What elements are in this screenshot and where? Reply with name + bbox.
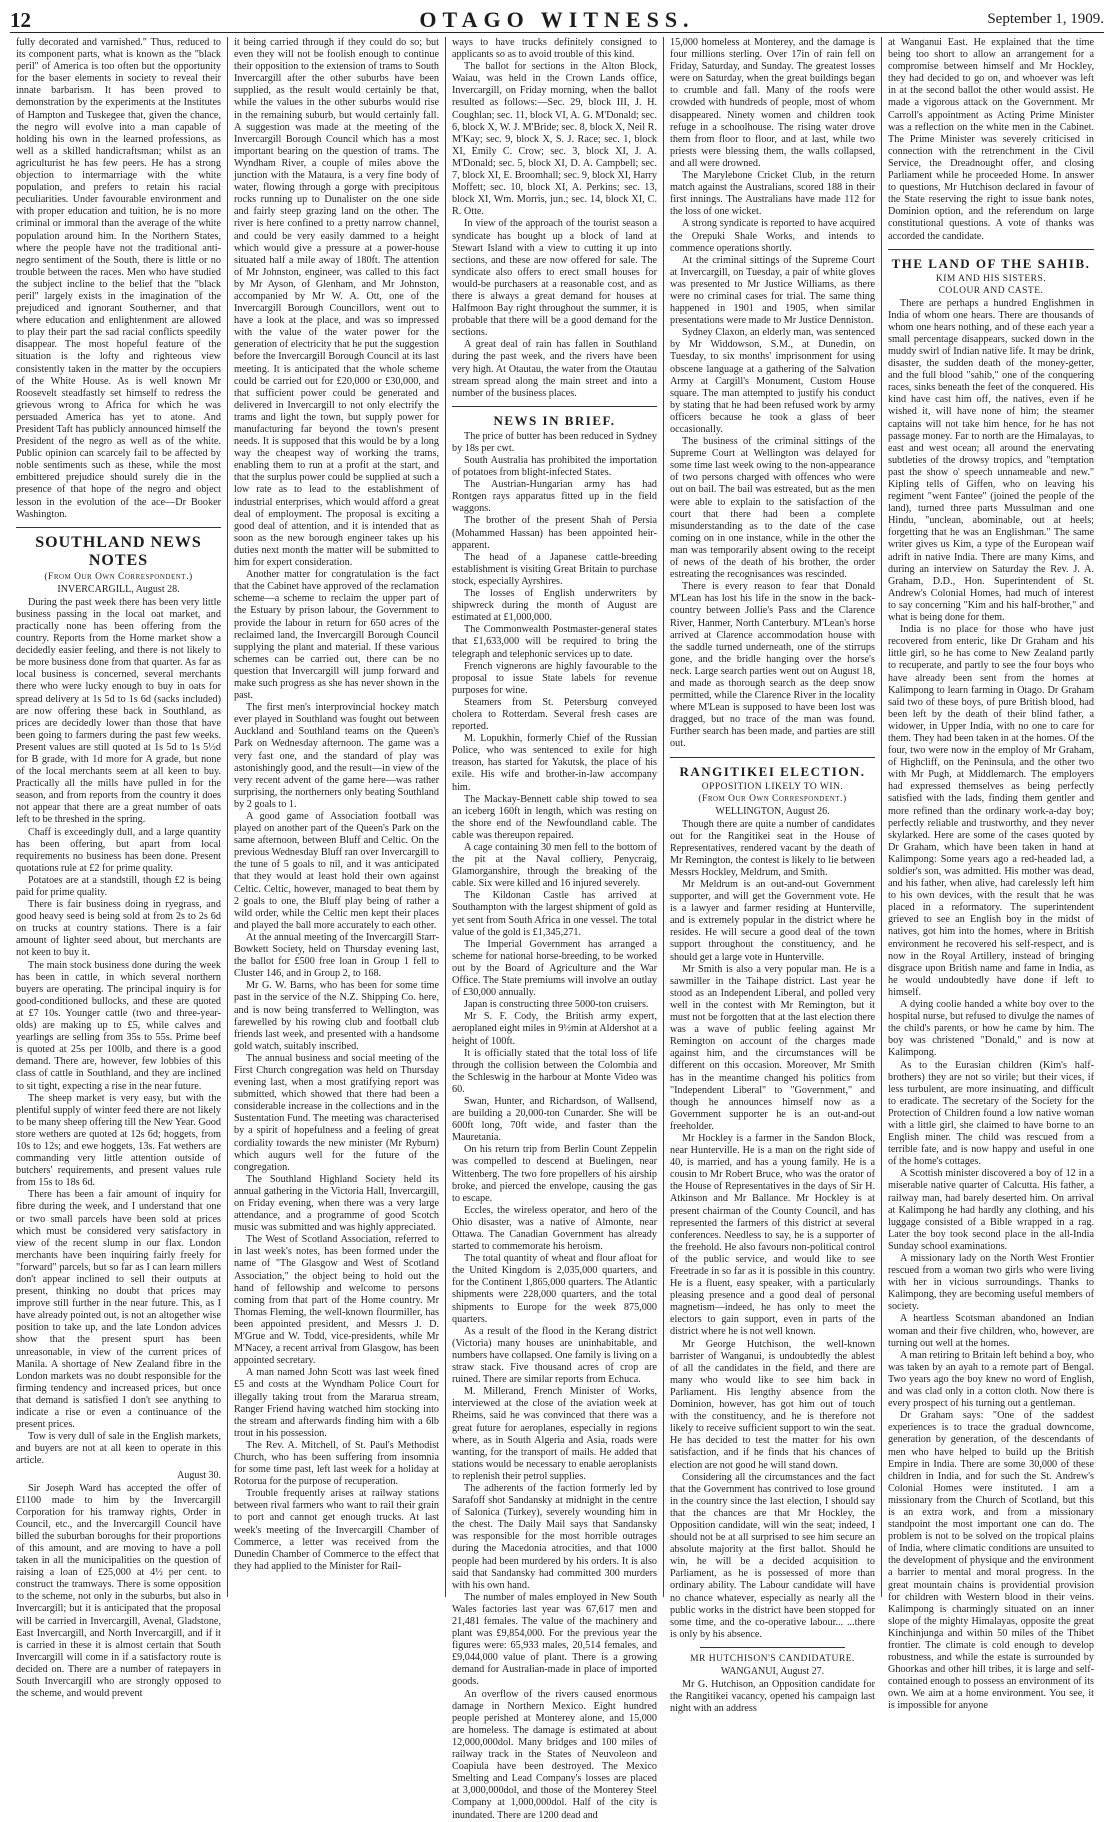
article-paragraph: Mr G. W. Barns, who has been for some time past in the service of the N.Z. Shipping Co. here, and is now being transferred to Wellington, was farewelled by his rowing club and football club friends last week, and presented with a handsome gold watch, suitably inscribed. — [234, 980, 439, 1052]
news-item: Steamers from St. Petersburg conveyed cholera to Rotterdam. Several fresh cases are reported. — [452, 696, 657, 733]
article-paragraph: Though there are quite a number of candidates out for the Rangitikei seat in the House of Representatives, rendered vacant by the death of Mr Remington, the contest is likely to lie between Messrs Hockley, Meldrum, and Smith. — [670, 818, 875, 878]
article-paragraph: During the past week there has been very little business passing in the local oat market, and practically none has been offering from the country. Reports from the Home market show a decidedly easier feeling, and there is not likely to be more business done from that quarter. As far as local business is concerned, several merchants there who were lucky enough to buy in oats for spread delivery at 1s 5d to 1s 6d (sacks included) are now offering these back in Southland, as prices are decidedly lower than those that have been going to farmers during the past few weeks. Present values are still quoted at 1s 5d to 1s 5½d for B grade, with 1d more for A grade, but none of the local merchants seem at all keen to buy. Practically all the mills have pulled in for the season, and from reports from the country it does not appear that there are a great number of oats left to be threshed in the spring. — [16, 596, 221, 826]
article-paragraph: At the annual meeting of the Invercargill Starr-Bowkett Society, held on Thursday evening last, the ballot for £500 free loan in Group 1 fell to Cluster 146, and in Group 2, to 168. — [234, 931, 439, 980]
newspaper-title: OTAGO WITNESS. — [419, 7, 695, 32]
dateline: INVERCARGILL, August 28. — [57, 583, 180, 595]
article-paragraph: Considering all the circumstances and the fact that the Government has contrived to lose ground in the country since the last election, I should say that the chances are that Mr Hockley, the Opposition candidate, will win the seat; indeed, I should not be at all surprised to see him secure an absolute majority at the first ballot. Should he win, he will be a decided acquisition to Parliament, as he is possessed of more than ordinary ability. The Labour candidate will have no chance whatever, especially as nearly all the public works in the district have been stopped for some time, and the co-operative labour... ...there is only by his absence. — [670, 1471, 875, 1640]
article-paragraph: Potatoes are at a standstill, though £2 is being paid for prime quality. — [16, 874, 221, 898]
article-paragraph: Trouble frequently arises at railway stations between rival farmers who want to rail their grain to port and cannot get enough trucks. At last week's meeting of the Invercargill Chamber of Commerce, a letter was received from the Dunedin Chamber of Commerce to the effect that they had applied to the Minister for Rail- — [234, 1488, 439, 1572]
news-item: On his return trip from Berlin Count Zeppelin was compelled to descend at Buelingen, near Wittenberg. The two fore propellers of his airship broke, and pierced the envelope, causing the gas to escape. — [452, 1144, 657, 1204]
article-paragraph: The first men's interprovincial hockey match ever played in Southland was fought out between Auckland and Southland teams on the Queen's Park on Wednesday afternoon. The game was a very fast one, and the standard of play was astonishingly good, and the result—in view of the very recent advent of the game here—was rather surprising, the northerners only beating Southland by 2 goals to 1. — [234, 702, 439, 810]
news-item: The number of males employed in New South Wales factories last year was 67,617 men and 21,481 females. The value of the machinery and plant was £9,854,000. For the previous year the figures were: 65,933 males, 20,514 females, and £9,044,000 value of plant. There is a growing demand for Australian-made in place of imported goods. — [452, 1591, 657, 1688]
article-paragraph: A dying coolie handed a white boy over to the hospital nurse, but refused to divulge the names of the child's parents, or how he came by him. The boy was christened "Donald," and is now at Kalimpong. — [888, 999, 1094, 1059]
article-paragraph: at Wanganui East. He explained that the time being too short to allow an arrangement for a compromise between himself and Mr Hockley, they had decided to go on, and whoever was left in at the second ballot the other would assist. He made a vigorous attack on the Government. Mr Carroll's appointment as Acting Prime Minister was a reflection on the white men in the Cabinet. The Prime Minister was severely criticised in connection with the retrenchment in the Civil Service, the Dreadnought offer, and closing Parliament while he proceeded Home. In answer to questions, Mr Hutchison declared in favour of the State reserving the right to issue bank notes, Dominion option, and the referendum on large constitutional questions. A vote of thanks was accorded the candidate. — [888, 37, 1094, 242]
article-paragraph: The business of the criminal sittings of the Supreme Court at Wellington was delayed for some time last week owing to the non-appearance of two persons charged with offences who were out on bail. The bail was estreated, but as the men were able to explain to the satisfaction of the court that there had been a complete misunderstanding as to the date of the case coming on in one instance, while in the other the man was temporarily absent owing to the receipt of news of the death of his brother, the order estreating the recognisances was rescinded. — [670, 436, 875, 581]
article-paragraph: As to the Eurasian children (Kim's half-brothers) they are not so virile; but their vices, if less turbulent, are more insinuating, and difficult to eradicate. The secretary of the Society for the Protection of Children found a low native woman with a little girl, she claimed to have borne to an English miner. The child was rescued from a terrible fate, and is now happy and useful in one of the home's cottages. — [888, 1059, 1094, 1168]
news-item: M. Lopukhin, formerly Chief of the Russian Police, who was sentenced to exile for high treason, has started for Yakutsk, the place of his exile. His wife and brother-in-law accompany him. — [452, 733, 657, 793]
news-item: As a result of the flood in the Kerang district (Victoria) many houses are uninhabitable, and numbers have collapsed. One family is living on a straw stack. Five thousand acres of crop are ruined. There are similar reports from Echuca. — [452, 1325, 657, 1386]
article-paragraph: There is every reason to fear that Donald M'Lean has lost his life in the snow in the back-country between Jollie's Pass and the Clarence River, Hanmer, North Canterbury. M'Lean's horse arrived at Clarence accommodation house with the saddle turned underneath, one of the stirrups gone, and the bridle hanging over the horse's neck. Large search parties went out on August 18, and made as thorough search as the deep snow permitted, while the Clarence River in the locality where M'Lean is supposed to have been lost was dragged, but no trace of the man was found. Further search has been made, and parties are still out. — [670, 581, 875, 750]
divider — [700, 1647, 845, 1648]
column-2 — [228, 37, 446, 1597]
article-paragraph: Mr Hockley is a farmer in the Sandon Block, near Hunterville. He is a man on the right side of 40, is married, and has a young family. He is a cousin to Mr Robert Bruce, who was the orator of the House of Representatives in the days of Sir H. Atkinson and Mr Ballance. Mr Hockley is at present chairman of the County Council, and has represented the farmers of this district at several conferences. Needless to say, he is a supporter of the freehold. He also favours non-political control of the public service, and would like to see Freetrade in so far as it is possible in this country. He is a fluent, easy speaker, with a particularly pleasing presence and a good deal of personal magnetism—indeed, he has only to meet the electors to gain support, even in parts of the district where he is not well known. — [670, 1132, 875, 1338]
article-paragraph: Another matter for congratulation is the fact that the Cabinet have approved of the reclamation scheme—a scheme to reclaim the upper part of the Estuary by prison labour, the Government to provide the labour in return for 650 acres of the reclaimed land, the Invercargill Borough Council supplying the plant and material. If these various schemes can be carried out, there can be no question that Invercargill will jump forward and make such progress as she has never shown in the past. — [234, 569, 439, 702]
article-subheading: OPPOSITION LIKELY TO WIN. — [701, 781, 844, 792]
article-paragraph: The West of Scotland Association, referred to in last week's notes, has been formed under the name of "The Glasgow and West of Scotland Association," the object being to hold out the hand of fellowship and welcome to persons coming from that part of the Home country. Mr Thomas Fleming, the well-known flourmiller, has been appointed president, and Messrs J. D. M'Grue and W. Todd, vice-presidents, while Mr M'Nacey, a recent arrival from Glasgow, has been appointed secretary. — [234, 1234, 439, 1367]
news-item: Eccles, the wireless operator, and hero of the Ohio disaster, was a native of Almonte, near Ottawa. The Canadian Government has already started to commemorate his heroism. — [452, 1204, 657, 1253]
article-paragraph: Mr G. Hutchison, an Opposition candidate for the Rangitikei vacancy, opened his campaign last night with an address — [670, 1678, 875, 1715]
news-item: The adherents of the faction formerly led by Sarafoff shot Sandansky at midnight in the centre of Salonica (Turkey), severely wounding him in the chest. The Daily Mail says that Sandansky was responsible for the most horrible outrages during the Macedonia atrocities, and that 1000 people had been murdered by his orders. It is also said that Sandansky had committed 300 murders with his own hand. — [452, 1482, 657, 1591]
article-paragraph: ways to have trucks definitely consigned to applicants so as to avoid trouble of this kind. — [452, 37, 657, 61]
article-paragraph: The ballot for sections in the Alton Block, Waiau, was held in the Crown Lands office, Invercargill, on Friday morning, when the ballot resulted as follows:—Sec. 29, block III, J. H. Coughlan; sec. 11, block VI, A. G. M'Donald; sec. 6, block X, W. J. M'Bride; sec. 8, block X, Neil R. M'Kay; sec. 9, block X, S. J. Race; sec. 1, block XI, Emily C. Crow; sec. 3, block XI, J. A. M'Donald; sec. 5, block XI, D. A. Campbell; sec. 7, block XI, E. Broomhall; sec. 9, block XI, Harry Moffett; sec. 10, block XI, A. Perkins; sec. 13, block XI, Wm. Morris, jun.; sec. 14, block XI, C. R. Otte. — [452, 61, 657, 218]
article-subheading: COLOUR AND CASTE. — [938, 285, 1044, 296]
article-heading: NEWS IN BRIEF. — [452, 406, 657, 429]
article-paragraph: There has been a fair amount of inquiry for fibre during the week, and I understand that one or two small parcels have been sold at prices which must be considered very satisfactory in view of the recent slump in our flax. London merchants have been inquiring fairly freely for "forward" parcels, but so far as I can learn millers don't appear inclined to sell their outputs at present, thinking no doubt that prices may improve still further in the near future. This, as I have already pointed out, is not an altogether wise position to take up, and the late London advices show that the present spurt has been unreasonable, in view of the current prices of Manila. A shortage of New Zealand fibre in the London markets was no doubt responsible for the firming tendency and increased prices, but once that demand is satisfied I don't see anything to indicate a rise or even a continuance of the present prices. — [16, 1189, 221, 1431]
news-item: An overflow of the rivers caused enormous damage in Northern Mexico. Eight hundred people perished at Monterey alone, and 15,000 are homeless. The damage is estimated at about 12,000,000dol. Many bridges and 100 miles of railway track in the States of Neuvoleon and Coapiula have been destroyed. The Mexico Smelting and Lead Company's losses are placed at 3,000,000dol, and those of the Monterey Steel Company at 1,000,000dol. Half of the city is inundated. There are 1200 dead and — [452, 1688, 657, 1821]
article-paragraph: Mr George Hutchison, the well-known barrister of Wanganui, is undoubtedly the ablest of all the candidates in the field, and there are many who would like to see him back in Parliament. His lengthy absence from the Dominion, however, has got him out of touch with the constituency, and he is therefore not likely to receive sufficient support to win the seat. He has decided to test the matter for his own satisfaction, and if he finds that his chances of election are not good he will stand down. — [670, 1338, 875, 1471]
article-paragraph: 15,000 homeless at Monterey, and the damage is four millions sterling. Over 17in of rain fell on Friday, Saturday, and Sunday. The greatest losses were on Saturday, when the great buildings began to crumble and fall. Many of the roofs were crowded with hundreds of people, most of whom disappeared. Ninety women and children took refuge in a schoolhouse. The rising water drove them from floor to floor, and at last, while two priests were blessing them, the walls collapsed, and all were drowned. — [670, 37, 875, 169]
news-item: The losses of English underwriters by shipwreck during the month of August are estimated at £1,000,000. — [452, 588, 657, 624]
article-paragraph: Mr Meldrum is an out-and-out Government supporter, and will get the Government vote. He is a lawyer and farmer residing at Hunterville, and is extremely popular in the district where he resides. He will secure a good deal of the town support throughout the constituency, and he should get a large vote in Hunterville. — [670, 879, 875, 963]
news-item: A cage containing 30 men fell to the bottom of the pit at the Naval colliery, Penycraig, Glamorganshire, through the breaking of the cable. Six were killed and 16 injured severely. — [452, 842, 657, 890]
article-paragraph: A good game of Association football was played on another part of the Queen's Park on the same afternoon, between Bluff and Celtic. On the previous Wednesday Bluff ran over Invercargill to the tune of 5 goals to nil, and it was anticipated that they would at least hold their own against Celtic. Celtic, however, managed to beat them by 2 goals to one, the Bluff play being of rather a wild order, while the Celtic men kept their places and played the ball more accurately to each other. — [234, 811, 439, 931]
issue-date: September 1, 1909. — [987, 11, 1104, 27]
column-5 — [882, 37, 1100, 1712]
page-number: 12 — [10, 8, 31, 32]
correspondent-line: (From Our Own Correspondent.) — [698, 793, 847, 804]
article-paragraph: Sydney Claxon, an elderly man, was sentenced by Mr Widdowson, S.M., at Dunedin, on Tuesday, to six months' imprisonment for using obscene language at a gathering of the Salvation Army at Cargill's Monument, Custom House square. The man attempted to justify his conduct by stating that he had been refused work by army officers because he took a glass of beer occasionally. — [670, 327, 875, 435]
article-paragraph: A great deal of rain has fallen in Southland during the past week, and the rivers have been very high. At Otautau, the water from the Otautau stream spread along the main street and into a number of the business places. — [452, 339, 657, 399]
column-4 — [664, 37, 882, 1715]
news-item: The Austrian-Hungarian army has had Rontgen rays apparatus fitted up in the field waggons. — [452, 479, 657, 515]
article-heading: RANGITIKEI ELECTION. — [670, 757, 875, 780]
article-paragraph: At the criminal sittings of the Supreme Court at Invercargill, on Tuesday, a pair of white gloves was presented to Mr Justice Williams, as there were no criminal cases for trial. The same thing happened in 1901 and 1905, when similar presentations were made to Mr Justice Denniston. — [670, 254, 875, 327]
article-paragraph: Chaff is exceedingly dull, and a large quantity has been offering, but apart from local requirements no business has been done. Present quotations rule at £2 for prime quality. — [16, 826, 221, 874]
news-item: Mr S. F. Cody, the British army expert, aeroplaned eight miles in 9½min at Aldershot at a height of 100ft. — [452, 1011, 657, 1047]
news-item: Swan, Hunter, and Richardson, of Wallsend, are building a 20,000-ton Cunarder. She will be 600ft long, 70ft wide, and faster than the Mauretania. — [452, 1095, 657, 1144]
article-paragraph: The Marylebone Cricket Club, in the return match against the Australians, scored 188 in their first innings. The Australians have made 112 for the loss of one wicket. — [670, 170, 875, 218]
article-paragraph: A heartless Scotsman abandoned an Indian woman and their five children, who, however, are turning out well at the homes. — [888, 1313, 1094, 1349]
news-item: The total quantity of wheat and flour afloat for the United Kingdom is 2,035,000 quarters, and for the Continent 1,865,000 quarters. The Atlantic shipments were 228,000 quarters, and the total shipments to Europe for the week 875,000 quarters. — [452, 1253, 657, 1325]
article-paragraph: The Rev. A. Mitchell, of St. Paul's Methodist Church, who has been suffering from insomnia for some time past, left last week for a holiday at Rotorua for the purpose of recuperation. — [234, 1439, 439, 1488]
dateline: August 30. — [177, 1469, 221, 1481]
article-paragraph: India is no place for those who have just recovered from enteric, like Dr Graham and his little girl, so he has come to New Zealand partly to recuperate, and partly to see the four boys who have already been sent from the homes at Kalimpong to learn farming in Otago. Dr Graham said two of these boys, of pure British blood, had been left by the death of their blind father, a widower, in Upper India, with no one to care for them. They had been taken in at the homes. Of the four, two were now in the employ of Mr Graham, of Highcliff, on the Peninsula, and the other two with Mr Pugh, at Middlemarch. The employers had expressed themselves as being perfectly satisfied with the lads, finding them gentler and more refined than the ordinary work-a-day boy; perfectly reliable and trustworthy, and they never skylarked. Here are some of the cases quoted by Dr Graham, which have been taken in hand at Kalimpong: Some years ago a red-headed lad, a soldier's son, was admitted. His mother was dead, and his father, when alive, had carelessly left him to his own devices, with the result that he was placed in a reformatory. The superintendent grieved to see an English boy in the midst of natives, got him into the homes, where in British environment he recovered his self-respect, and is now in the Royal Artillery, instead of bringing disgrace upon British name and fame in India, as he would undoubtedly have done if left to himself. — [888, 624, 1094, 998]
news-item: Japan is constructing three 5000-ton cruisers. — [464, 999, 649, 1011]
article-paragraph: A man retiring to Britain left behind a boy, who was taken by an ayah to a remote part of Bengal. Two years ago the boy knew no word of English, and was clad only in a cotton cloth. Now there is every prospect of his turning out a gentleman. — [888, 1349, 1094, 1410]
article-paragraph: Sir Joseph Ward has accepted the offer of £1100 made to him by the Invercargill Corporation for his tramway rights, Order in Council, etc., and the Invercargill Council have billed the suburban boroughs for their proportions of this amount, and are moving to have a poll taken in all the municipalities on the question of raising a loan of £25,000 at 4½ per cent. to construct the tramways. There is some opposition to the scheme, not only in the suburbs, but also in Invercargill; but it is anticipated that the proposal will be carried in Invercargill, Avenal, Gladstone, East Invercargill, and North Invercargill, and if it is carried in these it is almost certain that South Invercargill will come in if a satisfactory route is decided on. There are a number of ratepayers in South Invercargill who are strongly opposed to the scheme, and would prevent — [16, 1482, 221, 1700]
article-subheading: MR HUTCHISON'S CANDIDATURE. — [690, 1653, 855, 1664]
article-paragraph: fully decorated and varnished." Thus, reduced to its component parts, what is known as the "black peril" of America is too often but the opportunity for the baser elements in society to reveal their innate barbarism. It has been proved to demonstration by the experiments at the Institutes of Hampton and Tuskegee that, given the chance, the negro will evolve into a man capable of holding his own in the learned professions, as well as a skilled handicraftsman; whilst as an agriculturist he has few peers. He has a strong objection to intermarriage with the white population, and prefers to retain his racial peculiarities. Under favourable environment and with proper education and tuition, he is no more criminal or immoral than the average of the white population around him. In the Northern States, where the people have not the traditional anti-negro sentiment of the South, there is little or no trouble between the races. Men who have studied the subject incline to the belief that the "black peril" largely exists in the imagination of the prejudiced and ignorant Southerner, and that where education and enlightenment are allowed to play their part the sad racial conflicts speedily disappear. The most hopeful feature of the situation is the lofty and righteous view consistently taken in the matter by the occupiers of the White House. As is well known Mr Roosevelt steadfastly set himself to redress the grievous wrong to Africa for which he was persuaded America has yet to atone. And President Taft has publicly announced himself the President of the negro as well as of the white. Public opinion can scarcely fail to be affected by noble sentiments such as these, while the most embittered prejudice should surely die in the presence of that hope of the negro and object lesson in the evolution of the ace—Dr Booker Washington. — [16, 37, 221, 520]
columns — [10, 37, 1104, 1821]
news-item: M. Millerand, French Minister of Works, interviewed at the close of the aviation week at Rheims, said he was convinced that there was a great future for aeroplanes, especially in regions where, as in South Algeria and Asia, roads were wanting, for the transport of mails. He added that stations would be necessary to enable aeroplanists to replenish their petrol supplies. — [452, 1386, 657, 1482]
news-item: The price of butter has been reduced in Sydney by 18s per cwt. — [452, 430, 657, 454]
news-item: South Australia has prohibited the importation of potatoes from blight-infected States. — [452, 455, 657, 479]
news-item: The Kildonan Castle has arrived at Southampton with the largest shipment of gold as yet sent from South Africa in one vessel. The total value of the gold is £1,345,271. — [452, 890, 657, 938]
news-item: The brother of the present Shah of Persia (Mohammed Hassan) has been appointed heir-apparent. — [452, 515, 657, 551]
article-paragraph: Dr Graham says: "One of the saddest experiences is to trace the gradual downcome, generation by generation, of the descendants of men who have helped to build up the British Empire in India. There are some 30,000 of these children in India, and for such the St. Andrew's Colonial Homes were instituted. I am a missionary from the Church of Scotland, but this is an extra work, and from a missionary standpoint the most important one can do. The problem is not to be solved on the tropical plains of India, where climatic conditions are unsuited to the development of physique and the environment a barrier to mental and moral progress. In the great mountain chains is providential provision for children with Western blood in their veins. Kalimpong is charmingly situated on an inner slope of the mighty Himalayas, opposite the great Kinchinjunga and within 50 miles of the Thibet frontier. The climate is cold enough to develop robustness, and while the estate is surrounded by Ghoorkas and other hill tribes, it is large and self-contained enough to possess an environment of its own. We aim at a home environment. You see, it is impossible for anyone — [888, 1410, 1094, 1712]
article-paragraph: Tow is very dull of sale in the English markets, and buyers are not at all keen to operate in this article. — [16, 1431, 221, 1467]
article-paragraph: There are perhaps a hundred Englishmen in India of whom one hears. There are thousands of whom one hears nothing, and of these each year a small percentage disappears, sucked down in the muddy swirl of Indian native life. It may be drink, disaster, the sudden death of the money-getter, and the full blood "sahib," one of the conquering races, sinks beneath the feet of the conquered. His kind have cast him off, the natives, even if he wished it, will have none of him; the steamer captains will not take him hence, for he has not passage money. Far to north are the Himalayas, to east and west ocean; all around the enervating subtleties of the drowsy tropics, and "temptation past the show o' speech unnameable and new." Kipling tells of Giffen, who on leaving his regiment "went Fantee" (joined the people of the land), turned three parts Mussulman and one Hindu, "unclean, abominable, out at heels; forgetting that he was an Englishman." The same writer gives us Kim, a type of the European waif adrift in native India. There are many Kims, and during an interview on Saturday the Rev. J. A. Graham, D.D., Hon. Superintendent of St. Andrew's Colonial Homes, had much of interest to say concerning "Kim and his half-brother," and what is being done for them. — [888, 297, 1094, 624]
dateline: WANGANUI, August 27. — [720, 1665, 825, 1677]
article-paragraph: A strong syndicate is reported to have acquired the Orepuki Shale Works, and intends to commence operations shortly. — [670, 218, 875, 254]
article-paragraph: The annual business and social meeting of the First Church congregation was held on Thursday evening last, when a most gratifying report was submitted, which showed that there had been a considerable increase in the collections and in the Sustentation Fund. The meeting was characterised by a spirit of hopefulness and a feeling of great cordiality towards the new minister (Mr Ryburn) which augurs well for the future of the congregation. — [234, 1052, 439, 1173]
column-3 — [446, 37, 664, 1821]
article-paragraph: The main stock business done during the week has been in cattle, in which several northern buyers are operating. The principal inquiry is for good-conditioned bullocks, and these are quoted at £7 10s. Younger cattle (two and three-year-olds) are making up to £5, while calves and yearlings are selling from 35s to 55s. Prime beef is quoted at 25s per 100lb, and there is a good demand. There are, however, few lobbies of this class of cattle in Southland, and they are inclined to sit tight, expecting a rise in the near future. — [16, 959, 221, 1092]
news-item: French vignerons are highly favourable to the proposal to issue State labels for revenue purposes for wine. — [452, 660, 657, 696]
correspondent-line: (From Our Own Correspondent.) — [44, 571, 193, 582]
news-item: It is officially stated that the total loss of life through the collision between the Colombia and the Schleswig in the harbour at Monte Video was 60. — [452, 1047, 657, 1095]
news-item: The Mackay-Bennett cable ship towed to sea an iceberg 160ft in length, which was resting on the shore end of the Newfoundland cable. The cable was thereupon repaired. — [452, 793, 657, 841]
article-paragraph: There is fair business doing in ryegrass, and good heavy seed is being sold at from 2s to 2s 6d on trucks at country stations. There is a fair amount of lighter seed about, but merchants are not keen to buy it. — [16, 899, 221, 959]
article-paragraph: The sheep market is very easy, but with the plentiful supply of winter feed there are not likely to be many sheep offering till the New Year. Good store wethers are quoted at 12s 6d; hoggets, from 10s to 12s; and ewe hoggets, 13s. Fat wethers are commanding very little attention outside of butchers' requirements, and present values rule from 15s to 18s 6d. — [16, 1092, 221, 1189]
news-item: The Commonwealth Postmaster-general states that £1,633,000 will be required to bring the telegraph and telephonic services up to date. — [452, 624, 657, 660]
news-item: The Imperial Government has arranged a scheme for national horse-breeding, to be worked out by the Board of Agriculture and the War Office. The State premiums will involve an outlay of £30,000 annually. — [452, 938, 657, 999]
article-paragraph: A Scottish minister discovered a boy of 12 in a miserable native quarter of Calcutta. His father, a railway man, had barely deserted him. On arrival at Kalimpong he had hardly any clothing, and his luggage consisted of a Bible wrapped in a rag. Later the boy took second place in the all-India Sunday school examinations. — [888, 1168, 1094, 1252]
dateline: WELLINGTON, August 26. — [715, 805, 830, 817]
article-paragraph: A missionary lady on the North West Frontier rescued from a woman two girls who were living with her in vicious surroundings. Thanks to Kalimpong, they are becoming useful members of society. — [888, 1253, 1094, 1313]
column-1 — [10, 37, 228, 1700]
article-paragraph: it being carried through if they could do so; but even they will not be foolish enough to continue their opposition to the extension of trams to South Invercargill after the other suburbs have been supplied, as the result would certainly be that, while the values in the other suburbs would rise in the remaining suburb, but would certainly fall. A suggestion was made at the meeting of the Invercargill Borough Council which has a most important bearing on the question of trams. The Wyndham River, a couple of miles above the junction with the Mataura, is a very fine body of water, flowing through a gorge with precipitous rocks running up to Dunalister on the one side and fairly steep grazing land on the other. The river is here confined to a pretty narrow channel, and could be very easily dammed to a height which would give a pressure at a power-house situated half a mile away of 180ft. The attention of Mr Johnston, engineer, was called to this fact by Mr Ayson, of Glenham, and Mr Johnston, accompanied by Mr W. A. Ott, one of the Invercargill Borough Councillors, went out to have a look at the place, and was so impressed with the value of the water power for the generation of electricity that he put the suggestion before the Invercargill Borough Council at its last meeting. It is anticipated that the whole scheme could be carried out for £20,000 or £30,000, and that sufficient power could be generated and delivered in Invercargill to not only electrify the trams and light the town, but supply power for manufacturing far beyond the town's present needs. It is supposed that this would be by a long way the cheapest way of working the trams, enabling them to run at a profit at the start, and that the surplus power could be supplied at such a low rate as to lead to the establishment of industrial enterprises, which would afford a great deal of employment. The proposal is exciting a good deal of attention, and it is intended that as soon as the new borough engineer takes up his duties next month the matter will be submitted to him for expert consideration. — [234, 37, 439, 569]
article-subheading: KIM AND HIS SISTERS. — [935, 273, 1047, 284]
news-item: The head of a Japanese cattle-breeding establishment is visiting Great Britain to purchase stock, especially Ayrshires. — [452, 551, 657, 587]
article-paragraph: The Southland Highland Society held its annual gathering in the Victoria Hall, Invercargill, on Friday evening, when there was a very large attendance, and a programme of good Scotch music was submitted and was highly appreciated. — [234, 1173, 439, 1234]
article-heading: THE LAND OF THE SAHIB. — [888, 249, 1094, 272]
article-paragraph: A man named John Scott was last week fined £5 and costs at the Wyndham Police Court for illegally taking trout from the Mararua stream, Ranger Friend having watched him stocking into the stream and afterwards finding him with a 6lb trout in his possession. — [234, 1367, 439, 1439]
masthead — [10, 8, 1104, 33]
article-heading: SOUTHLAND NEWS NOTES — [16, 527, 221, 570]
article-paragraph: In view of the approach of the tourist season a syndicate has bought up a block of land at Stewart Island with a view to cutting it up into sections, and these are now offered for sale. The syndicate also offers to erect small houses for would-be purchasers at a reasonable cost, and as there is always a great demand for houses at Halfmoon Bay right throughout the summer, it is probable that there will be a good demand for the sections. — [452, 218, 657, 339]
article-paragraph: Mr Smith is also a very popular man. He is a sawmiller in the Taihape district. Last year he stood as an Independent Liberal, and polled very well in the contest with Mr Remington, but it must not be forgotten that at the last election there was a wave of public feeling against Mr Remington on account of the charges made against him, and the circumstances will be different on this occasion. Moreover, Mr Smith has in the meantime changed his politics from "Independent Liberal" to "Government," and though he announces himself now as a Government supporter he is an out-and-out freeholder. — [670, 963, 875, 1132]
